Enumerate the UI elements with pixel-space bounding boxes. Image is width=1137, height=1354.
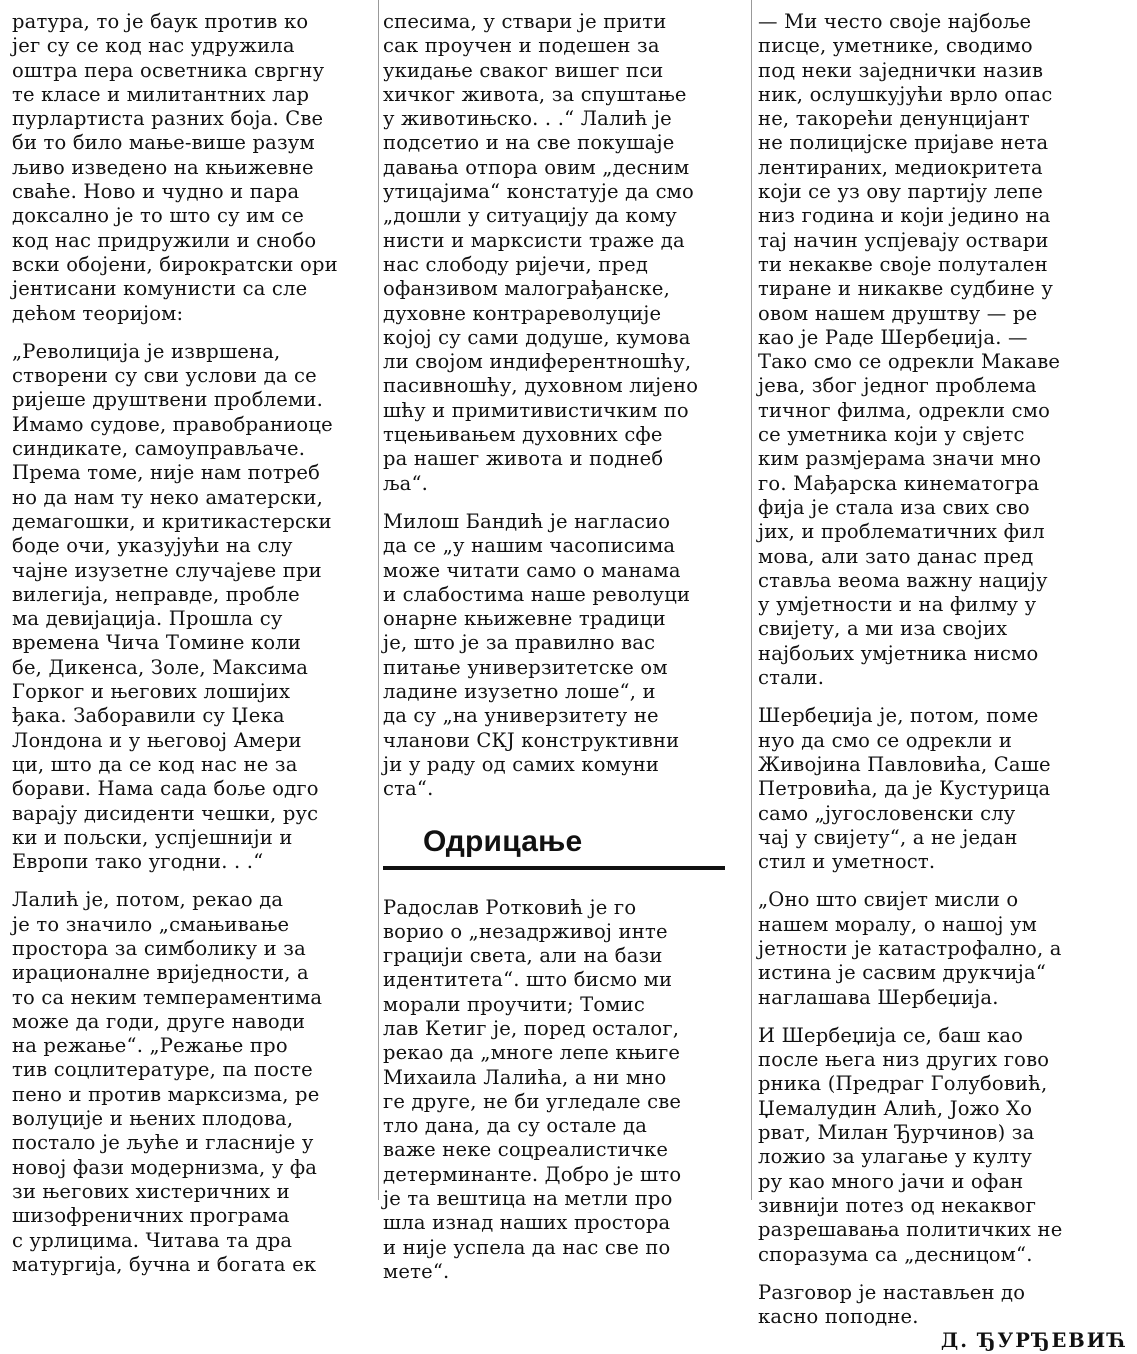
article-column-2 (383, 10, 745, 1284)
paragraph: Разговор је настављен до касно поподне. (758, 1280, 1026, 1329)
paragraph: Шербеџија је, потом, поме нуо да смо се одрекли и Живојина Павловића, Саше Петровића, да је Кустурица само „југословенски слу чај у свијету“, а не један стил и уметност. (758, 704, 1051, 874)
paragraph: спесима, у ствари је прити сак проучен и подешен за укидање сваког вишег пси хичког живота, за спуштање у животињско. . .“ Лалић је подсетио и на све покушаје давања отпора овим „десним утицајима“ констатује да смо „дошли у ситуацију да кому нисти и марксисти траже да нас слободу ријечи, пред офанзивом малограђанске, духовне контрареволуције којој су сами додуше, кумова ли својом индиферентношћу, пасивношћу, духовном лијено шћу и примитивистичким по тцењивањем духовних сфе ра нашег живота и поднеб ља“. (383, 10, 699, 495)
paragraph: Лалић је, потом, рекао да је то значило „смањивање простора за симболику и за ирационалне вриједности, а то са неким темпераментима може да годи, друге наводи на режање“. „Режање про тив соцлитературе, па посте пено и против марксизма, ре волуције и њених плодова, постало је љуће и гласније у новој фази модернизма, у фа зи његових хистеричних и шизофреничних програма с урлицима. Читава та дра матургија, бучна и богата ек (12, 888, 323, 1276)
paragraph: — Ми често своје најбоље писце, уметнике, сводимо под неки заједнички назив ник, ослушкујући врло опас не, такорећи денунцијант не полицијске пријаве нета лентираних, медиокритета који се уз ову партију лепе низ година и који једино на тај начин успјевају оствари ти некакве своје полутален тиране и никакве судбине у овом нашем друштву — ре као је Раде Шербеџија. — Тако смо се одрекли Макаве јева, због једног проблема тичног филма, одрекли смо се уметника који у свјетс ким размјерама значи мно го. Мађарска кинематогра фија је стала иза свих сво јих, и проблематичних фил мова, али зато данас пред ставља веома важну нацију у умјетности и на филму у свијету, а ми иза својих најбољих умјетника нисмо стали. (758, 10, 1061, 690)
column-divider (751, 0, 752, 1200)
column-divider (378, 0, 379, 1200)
quote-paragraph: „Револиција је извршена, створени су сви услови да се ријеше друштвени проблеми. Имамо судове, правобраниоце синдикате, самоуправљаче. Према томе, није нам потреб но да нам ту неко аматерски, демагошки, и критикастерски боде очи, указујући на слу чајне изузетне случајеве при вилегија, неправде, пробле ма девијација. Прошла су времена Чича Томине коли бе, Дикенса, Золе, Максима Горког и његових лошијих ђака. Заборавили су Џека Лондона и у његовој Амери ци, што да се код нас не за борави. Нама сада боље одго варају дисиденти чешки, рус ки и пољски, успјешнији и Европи тако угодни. . .“ (12, 339, 333, 874)
section-heading: Одрицање (423, 824, 583, 858)
paragraph: Милош Бандић је нагласио да се „у нашим часописима може читати само о манама и слабостима наше револуци онарне књижевне традици је, што је за правилно вас питање универзитетске ом ладине изузетно лоше“, и да су „на универзитету не чланови СКЈ конструктивни ји у раду од самих комуни ста“. (383, 509, 691, 801)
article-column-3 (758, 10, 1128, 1354)
article-column-1 (12, 10, 374, 1277)
author-byline: Д. ЂУРЂЕВИЋ (940, 1329, 1128, 1353)
paragraph: ратура, то је баук против ко јег су се код нас удружила оштра пера осветника свргну те класе и милитантних лар пурлартиста разних боја. Све би то било мање-више разум љиво изведено на књижевне сваће. Ново и чудно и пара доксално је то што су им се код нас придружили и снобо вски обојени, бирократски ори јентисани комунисти са сле дећом теоријом: (12, 10, 338, 325)
paragraph: И Шербеџија се, баш као после њега низ других гово рника (Предраг Голубовић, Џемалудин Алић, Јожо Хо рват, Милан Ђурчинов) за ложио за улагање у култу ру као много јачи и офан зивнији потез од некаквог разрешавања политичких не споразума са „десницом“. (758, 1023, 1063, 1266)
heading-underline (383, 866, 725, 870)
quote-paragraph: „Оно што свијет мисли о нашем моралу, о нашој ум јетности је катастрофално, а истина је сасвим друкчија“ наглашава Шербеџија. (758, 888, 1062, 1009)
paragraph: Радослав Ротковић је го ворио о „незадрживој инте грацији света, али на бази идентитета“. што бисмо ми морали проучити; Томис лав Кетиг је, поред осталог, рекао да „многе лепе књиге Михаила Лалића, а ни мно ге друге, не би угледале све тло дана, да су остале да важе неке соцреалистичке детерминанте. Добро је што је та вештица на метли про шла изнад наших простора и није успела да нас све по мете“. (383, 895, 682, 1283)
